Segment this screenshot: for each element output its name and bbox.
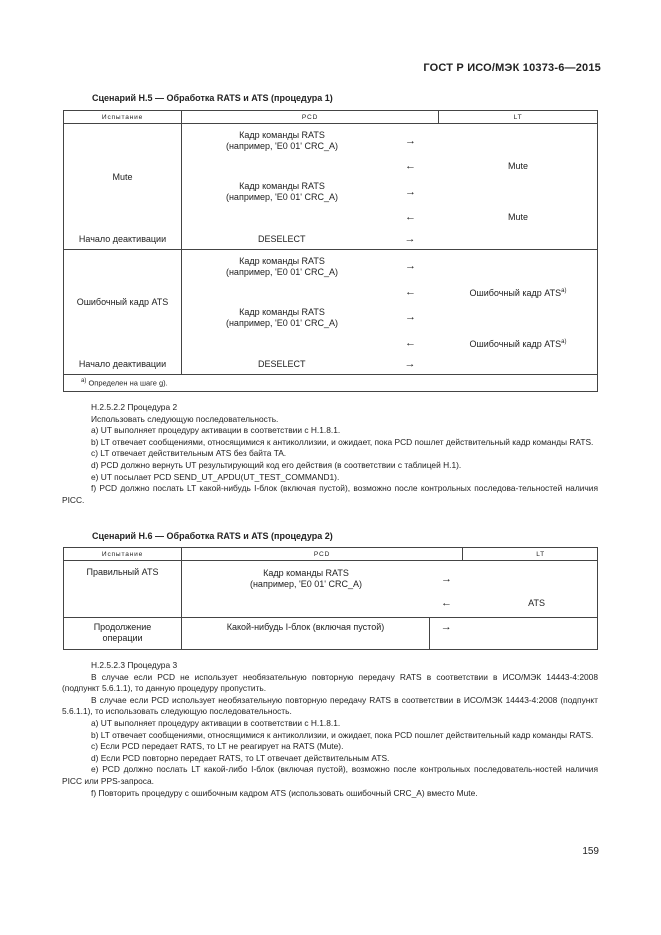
arrow-left: ← [405,160,416,172]
arrow-left: ← [441,596,452,609]
paragraph: e) PCD должно послать LT какой-либо I-блок (включая пустой), возможно после контрольных последователь-ностей наличия PICC или PPS-запроса. [62,764,598,786]
col-header-lt: LT [463,548,598,561]
procedure-2-text [62,402,598,506]
lt-response [439,253,597,281]
scenario-h6-caption: Сценарий H.6 — Обработка RATS и ATS (процедура 2) [92,531,333,541]
test-deactivation-start: Начало деактивации [64,229,182,249]
test-correct-ats: Правильный ATS [64,561,182,618]
pcd-deselect: DESELECT [182,355,382,375]
arrow-right: → [405,185,416,198]
pcd-deselect: DESELECT [182,229,382,249]
lt-response [439,127,597,155]
procedure-3-text [62,660,598,799]
paragraph: d) PCD должно вернуть UT результирующий код его действия (в соответствии с таблицей H.1). [91,459,462,470]
arrow-right: → [382,355,439,375]
pcd-rats-frame: Кадр команды RATS (например, 'E0 01' CRC_A) [225,130,339,151]
lt-response [439,178,597,206]
pcd-rats-frame: Кадр команды RATS (например, 'E0 01' CRC_A) [225,181,339,202]
test-continue-operation: Продолжение операции [64,618,182,650]
arrow-right: → [430,618,463,650]
pcd-rats-frame: Кадр команды RATS (например, 'E0 01' CRC_A) [249,568,363,589]
test-deactivation-start: Начало деактивации [64,355,182,375]
paragraph: В случае если PCD использует необязательную повторную передачу RATS в соответствии в ИСО/МЭК 14443-4:2008 (подпункт 5.6.1.1), то использовать следующую последовательность. [62,694,598,717]
pcd-empty [182,332,382,355]
lt-response [439,304,597,332]
lt-response: Mute [507,212,528,222]
col-header-test: Испытание [64,111,182,124]
paragraph: c) LT отвечает действительным ATS без байта TA. [91,448,287,459]
col-header-pcd: PCD [182,111,439,124]
arrow-right: → [405,311,416,323]
paragraph: b) LT отвечает сообщениями, относящимися к антиколлизии, и ожидает, пока PCD пошлет действительный кадр команды RATS. [91,436,594,447]
scenario-h5-caption: Сценарий H.5 — Обработка RATS и ATS (процедура 1) [92,93,333,103]
lt-response: Ошибочный кадр ATS$^{а)}$ [469,287,567,298]
pcd-empty [182,281,382,304]
test-name: Ошибочный кадр ATS [64,249,182,355]
arrow-right: → [405,134,416,147]
arrow-right: → [382,229,439,249]
pcd-rats-frame: Кадр команды RATS (например, 'E0 01' CRC_A) [225,306,339,328]
document-header: ГОСТ Р ИСО/МЭК 10373-6—2015 [423,62,601,74]
paragraph: b) LT отвечает сообщениями, относящимися к антиколлизии, и ожидает, пока PCD пошлет действительный кадр команды RATS. [91,729,594,740]
paragraph: H.2.5.2.2 Процедура 2 [91,402,178,412]
arrow-left: ← [405,336,416,349]
col-header-lt: LT [439,111,598,124]
pcd-rats-frame: Кадр команды RATS (например, 'E0 01' CRC_A) [225,255,339,277]
paragraph: a) UT выполняет процедуру активации в соответствии с H.1.8.1. [91,425,341,436]
arrow-left: ← [405,285,416,298]
table-footnote: $^{а)}$ Определен на шаге g). [64,375,598,392]
col-header-test: Испытание [64,548,182,561]
paragraph: f) PCD должно послать LT какой-нибудь I-блок (включая пустой), возможно после контрольных последова-тельностей наличия PICC. [62,483,598,505]
scenario-h5-table [63,110,598,392]
scenario-h6-table [63,547,598,650]
paragraph: a) UT выполняет процедуру активации в соответствии с H.1.8.1. [91,717,341,728]
test-name: Mute [64,124,182,230]
paragraph: В случае если PCD не использует необязательную повторную передачу RATS в соответствии в ИСО/МЭК 14443-4:2008 (подпункт 5.6.1.1), то данную процедуру пропустить. [62,671,598,694]
arrow-right: → [441,572,452,585]
lt-ats: ATS [528,597,545,608]
paragraph: e) UT посылает PCD SEND_UT_APDU(UT_TEST_COMMAND1). [91,471,340,482]
pcd-empty [182,206,382,229]
paragraph: H.2.5.2.3 Процедура 3 [91,660,178,670]
page-number: 159 [582,846,599,857]
paragraph: f) Повторить процедуру с ошибочным кадром ATS (использовать ошибочный CRC_A) вместо Mute. [91,787,478,798]
arrow-left: ← [405,211,416,223]
paragraph: d) Если PCD повторно передает RATS, то LT отвечает действительным ATS. [91,752,390,763]
lt-response: Mute [507,161,528,171]
lt-response: Ошибочный кадр ATS$^{а)}$ [469,338,567,349]
paragraph: c) Если PCD передает RATS, то LT не реагирует на RATS (Mute). [91,741,344,752]
pcd-empty [182,155,382,178]
paragraph: Использовать следующую последовательность. [91,413,279,424]
col-header-pcd: PCD [182,548,463,561]
pcd-i-block: Какой-нибудь I-блок (включая пустой) [182,618,430,650]
arrow-right: → [405,260,416,272]
